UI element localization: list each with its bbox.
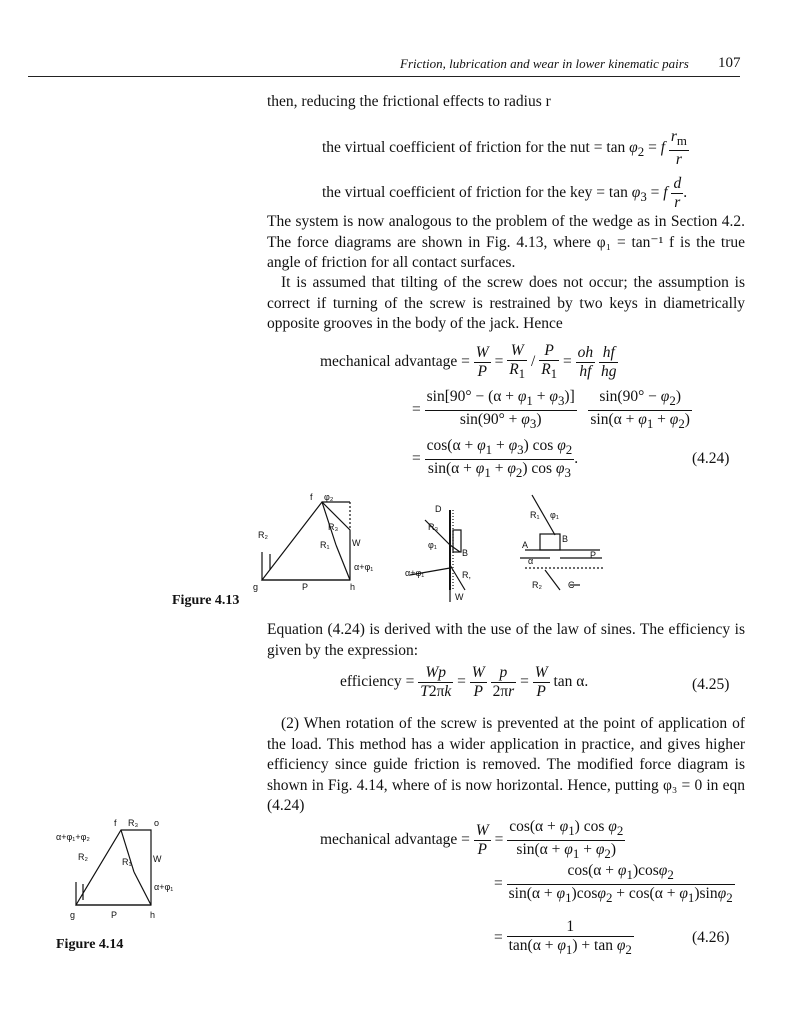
svg-text:R₃: R₃ [428,522,439,532]
svg-text:h: h [150,910,156,920]
equation-ma-modified-line3: = $\frac{1}{\tan(\alpha + \varphi_1) + \tan \varphi_2}$ [494,918,632,958]
svg-text:C: C [568,580,575,590]
svg-text:W: W [153,854,162,864]
figure-4-14-caption: Figure 4.14 [56,937,124,952]
paragraph-system: The system is now analogous to the problem of the wedge as in Section 4.2. The force diagrams are shown in Fig. 4.13, where φ₁ = tan⁻¹ f is the true angle of friction for all contact surfaces. [267,213,745,271]
figure-4-13-caption: Figure 4.13 [172,593,240,608]
svg-text:φ₁: φ₁ [428,540,437,550]
svg-text:P: P [111,910,118,920]
svg-text:P: P [302,582,309,592]
svg-text:R₃: R₃ [128,818,139,828]
figure-4-14-diagram [56,810,206,930]
svg-text:α+φ₁: α+φ₁ [154,882,174,892]
svg-text:g: g [253,582,259,592]
header-rule [28,76,740,77]
equation-number-4-25: (4.25) [692,676,730,693]
svg-text:α+φ₁: α+φ₁ [354,562,374,572]
paragraph-tilting: It is assumed that tilting of the screw does not occur; the assumption is correct if turning of the screw is restrained by two keys in diametrically opposite grooves in the body of the jack. Hence [267,274,745,332]
svg-text:R₂: R₂ [258,530,268,540]
svg-text:W: W [352,538,361,548]
equation-ma-modified-line2: = $\frac{\cos(\alpha + \varphi_1)\cos\varphi_2}{\sin(\alpha + \varphi_1)\cos\varphi_2 + \cos(\alpha + \varphi_1)\sin\varphi_2}$ [494,862,733,906]
equation-ma-line2: = $\frac{\sin[90^\circ - (\alpha + \varphi_1 + \varphi_3)]}{\sin(90^\circ + \varphi_3)}$ $\frac{\sin(90^\circ - \varphi_2)}{\sin(\alpha + \varphi_1 + \varphi_2)}$ [412,388,690,432]
paragraph-intro: then, reducing the frictional effects to radius r [267,93,551,110]
svg-text:f: f [114,818,117,828]
svg-text:D: D [435,504,442,514]
svg-text:α+φ₁+φ₂: α+φ₁+φ₂ [56,832,90,842]
svg-text:R₁: R₁ [530,510,540,520]
equation-number-4-24: (4.24) [692,450,730,467]
svg-text:R,: R, [462,570,471,580]
paragraph-law-of-sines: Equation (4.24) is derived with the use of the law of sines. The efficiency is given by the expression: [267,621,745,659]
page-number: 107 [718,55,741,71]
svg-text:W: W [455,592,464,602]
svg-text:α+φ₁: α+φ₁ [405,568,425,578]
svg-text:R₂: R₂ [78,852,88,862]
svg-text:R₃: R₃ [328,522,339,532]
equation-ma-line3: = $\frac{\cos(\alpha + \varphi_1 + \varphi_3) \cos \varphi_2}{\sin(\alpha + \varphi_1 + \varphi_2) \cos \varphi_3}$ . [412,437,579,481]
svg-text:o: o [154,818,160,828]
equation-efficiency: efficiency = $\frac{Wp}{T2\pi k}$ = $\frac{W}{P}$ $\frac{p}{2\pi r}$ = $\frac{W}{P}$ tan α. [340,664,589,700]
svg-text:φ₁: φ₁ [550,510,559,520]
force-polygon [262,502,350,580]
svg-text:R₁: R₁ [320,540,330,550]
svg-text:α: α [528,556,534,566]
paragraph-rotation-prevented: (2) When rotation of the screw is prevented at the point of application of the load. This method has a wider application in practice, and gives higher efficiency since guide friction is removed. The modified force diagram is shown in Fig. 4.14, where of is now horizontal. Hence, putting φ₃ = 0 in eqn (4.24) [267,715,745,814]
equation-ma-line1: mechanical advantage = $\frac{W}{P}$ = $\frac{W}{R_1}$ / $\frac{P}{R_1}$ = $\frac{oh}{hf}$ $\frac{hf}{hg}$ [320,342,617,382]
svg-text:R₂: R₂ [532,580,542,590]
svg-text:R₁: R₁ [122,857,132,867]
svg-text:A: A [522,540,529,550]
equation-key: the virtual coefficient of friction for the key = $\tan \varphi_3 = f$ $\frac{d}{r}$ . [322,175,688,211]
equation-nut: the virtual coefficient of friction for the nut = $\tan \varphi_2 = f$ $\frac{r_m}{r}$ [322,128,687,169]
svg-text:f: f [310,492,313,502]
svg-text:h: h [350,582,356,592]
figure-4-13-diagrams [250,490,630,605]
equation-ma-modified-line1: mechanical advantage = $\frac{W}{P}$ = $\frac{\cos(\alpha + \varphi_1) \cos \varphi_2}{\sin(\alpha + \varphi_1 + \varphi_2)}$ [320,818,624,862]
svg-text:B: B [562,534,569,544]
equation-number-4-26: (4.26) [692,929,730,946]
svg-text:φ₂: φ₂ [324,492,334,502]
svg-text:B: B [462,548,469,558]
svg-text:g: g [70,910,76,920]
svg-text:P: P [590,550,597,560]
running-header: Friction, lubrication and wear in lower kinematic pairs [400,56,689,71]
